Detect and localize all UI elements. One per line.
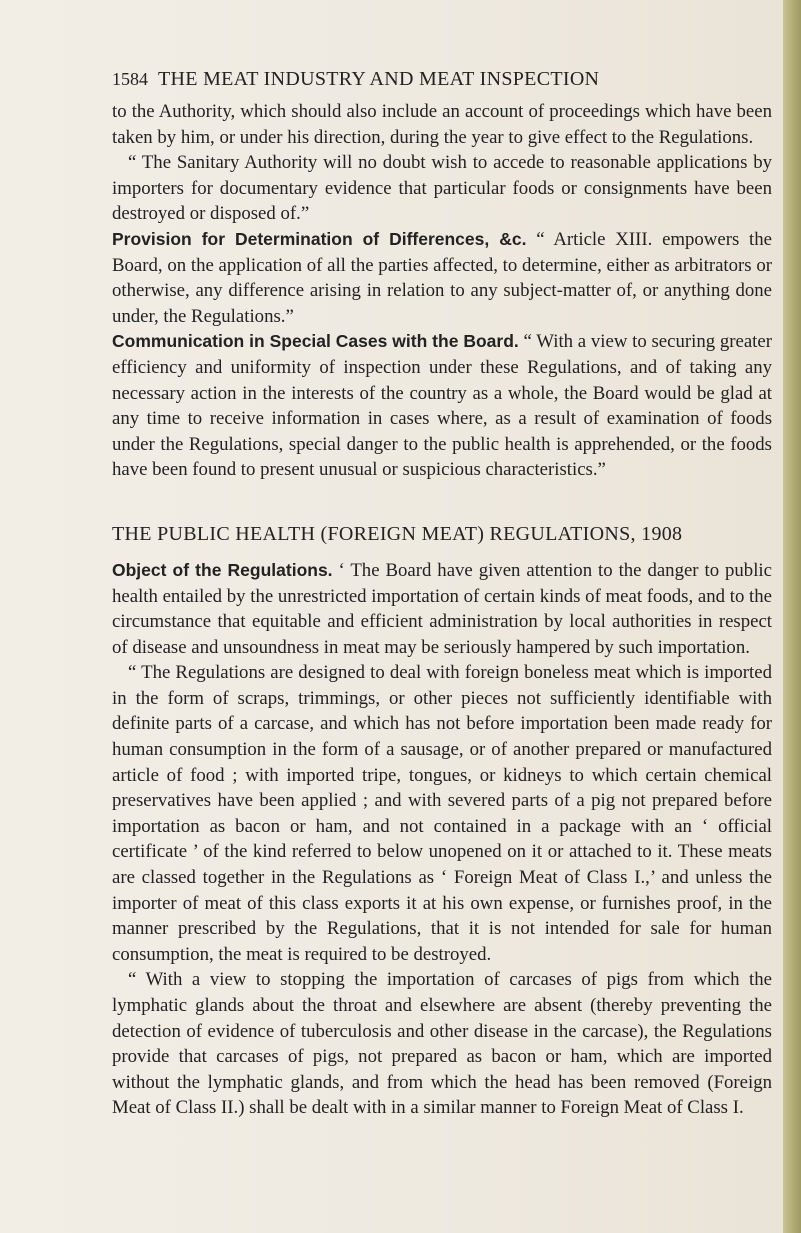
paragraph-text: “ Article XIII. empowers the Board, on the application of all the parties affected, to determine, either as arbitrators or otherwise, any difference arising in relation to any subject-matter of, or anything done under, the Regulations.” (112, 228, 772, 327)
page-number: 1584 (112, 69, 148, 89)
paragraph (112, 967, 772, 1121)
page-header (112, 68, 772, 91)
paragraph-text: “ The Regulations are designed to deal with foreign boneless meat which is imported in the form of scraps, trimmings, or other pieces not sufficiently identifiable with definite parts of a carcase, and which has not before importation been made ready for human consumption in the form of a sausage, or of another prepared or manufactured article of food ; with imported tripe, tongues, or kidneys to which certain chemical preservatives have been applied ; and with severed parts of a pig not prepared before importation as bacon or ham, and not contained in a package with an ‘ official certificate ’ of the kind referred to below unopened on it or attached to it. These meats are classed together in the Regulations as ‘ Foreign Meat of Class I.,’ and unless the importer of meat of this class exports it at his own expense, or furnishes proof, in the manner prescribed by the Regulations, that it is not intended for sale for human consumption, the meat is required to be destroyed. (112, 662, 772, 965)
section-title: THE PUBLIC HEALTH (FOREIGN MEAT) REGULATIONS, 1908 (112, 522, 683, 545)
paragraph (112, 99, 772, 150)
paragraph (112, 558, 772, 660)
paragraph (112, 660, 772, 967)
paragraph (112, 150, 772, 227)
paragraph (112, 329, 772, 483)
side-heading: Communication in Special Cases with the Board. (112, 331, 519, 352)
page-edge (783, 0, 801, 1233)
side-heading: Object of the Regulations. (112, 559, 333, 580)
side-heading: Provision for Determination of Differences, &c. (112, 228, 527, 249)
running-title: THE MEAT INDUSTRY AND MEAT INSPECTION (158, 68, 600, 90)
paragraph-text: “ With a view to securing greater efficiency and uniformity of inspection under these Regulations, and of taking any necessary action in the interests of the country as a whole, the Board would be glad at any time to receive information in cases where, as a result of examination of foods under the Regulations, special danger to the public health is apprehended, or the foods have been found to present unusual or suspicious characteristics.” (112, 331, 772, 481)
paragraph-text: “ The Sanitary Authority will no doubt wish to accede to reasonable applications by importers for documentary evidence that particular foods or consignments have been destroyed or disposed of.” (112, 152, 772, 225)
paragraph (112, 227, 772, 329)
paragraph-text: ‘ The Board have given attention to the danger to public health entailed by the unrestricted importation of certain kinds of meat foods, and to the circumstance that equitable and efficient administration by local authorities in respect of disease and unsoundness in meat may be seriously hampered by such importation. (112, 559, 772, 658)
text-column (112, 68, 772, 1121)
paragraph-text: “ With a view to stopping the importation of carcases of pigs from which the lymphatic glands about the throat and elsewhere are absent (thereby preventing the detection of evidence of tuberculosis and other disease in the carcase), the Regulations provide that carcases of pigs, not prepared as bacon or ham, which are imported without the lymphatic glands, and from which the head has been removed (Foreign Meat of Class II.) shall be dealt with in a similar manner to Foreign Meat of Class I. (112, 969, 772, 1119)
paragraph-text: to the Authority, which should also include an account of proceedings which have been taken by him, or under his direction, during the year to give effect to the Regulations. (112, 101, 772, 148)
